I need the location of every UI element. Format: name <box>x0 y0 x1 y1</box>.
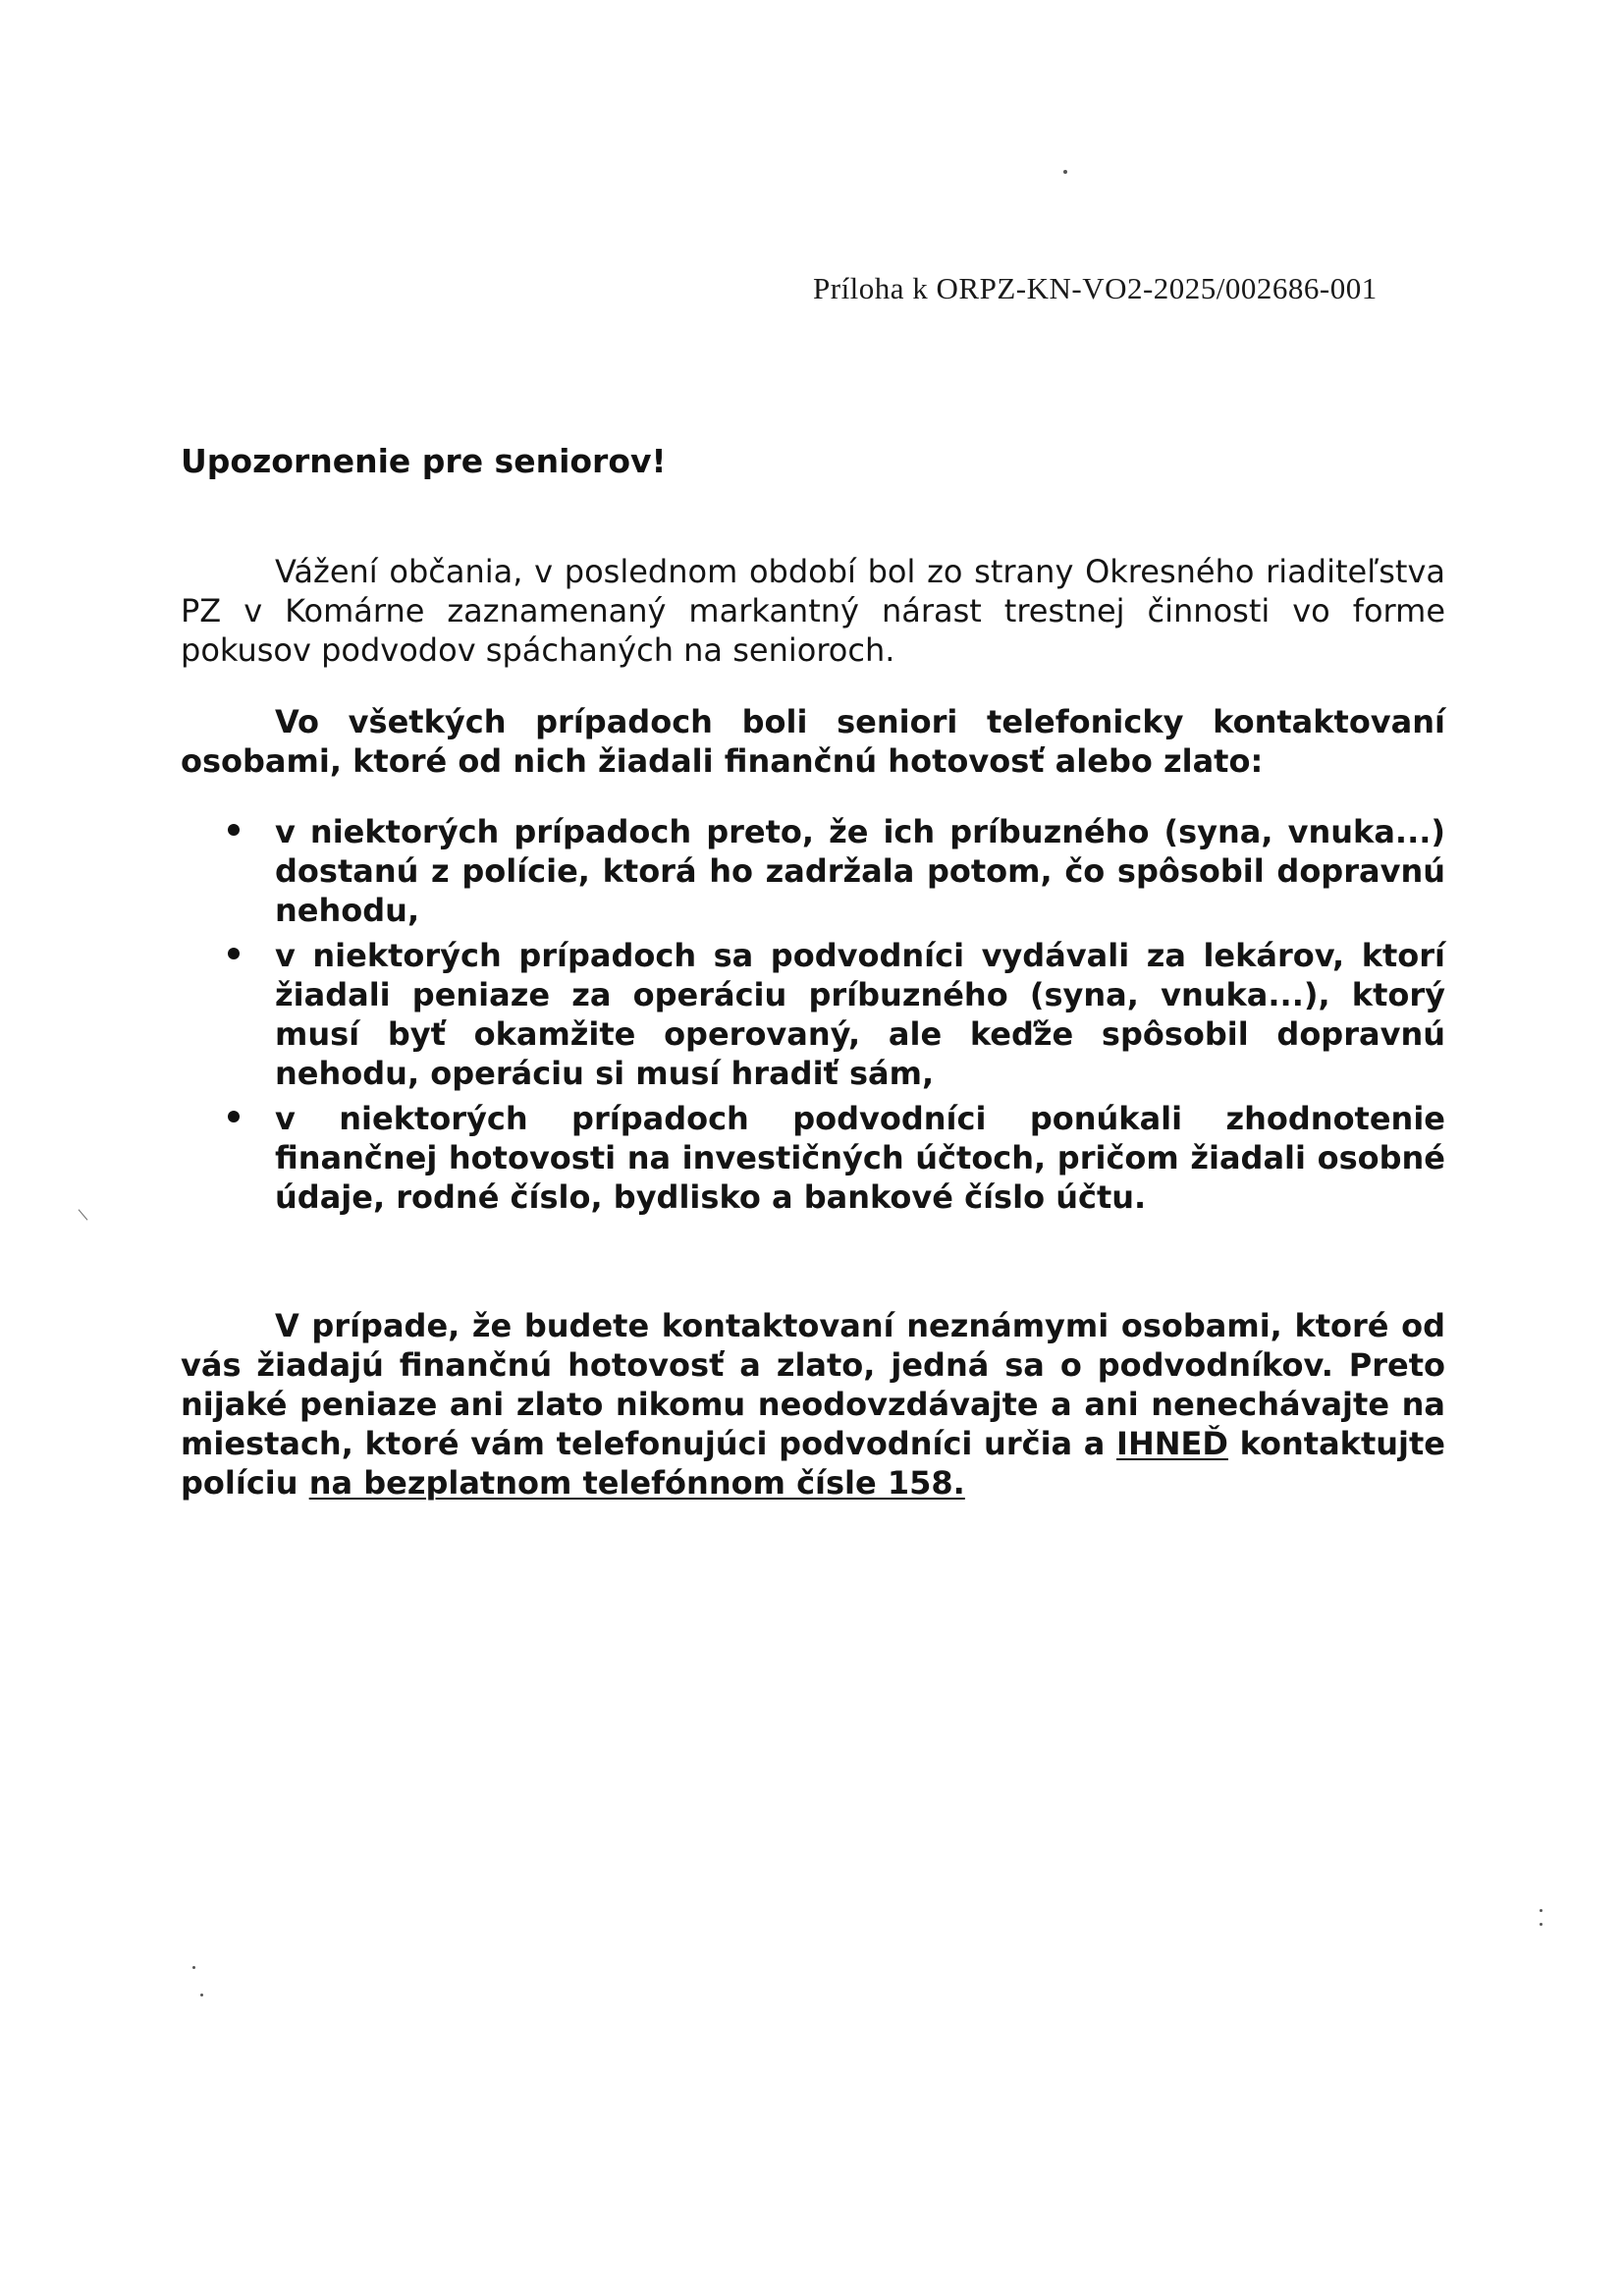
bullet-icon <box>228 1111 240 1122</box>
warning-emphasis: IHNEĎ <box>1116 1425 1228 1462</box>
page-title: Upozornenie pre seniorov! <box>181 442 667 480</box>
document-reference: Príloha k ORPZ-KN-VO2-2025/002686-001 <box>813 271 1378 305</box>
scan-speck <box>192 1966 195 1969</box>
list-item <box>181 812 1445 930</box>
intro-text: Vážení občania, v poslednom období bol zo strany Okresného riaditeľstva PZ v Komárne zaznamenaný markantný nárast trestnej činnosti vo forme pokusov podvodov spáchaných na senioroch. <box>181 553 1445 669</box>
scan-speck <box>200 1994 203 1996</box>
warning-text-part1: V prípade, že budete kontaktovaní neznámymi osobami, ktoré od vás žiadajú finančnú hotovosť a zlato, jedná sa o podvodníkov. Preto nijaké peniaze ani zlato nikomu neodovzdávajte a ani nenechávajte na miestach, ktoré vám telefonujúci podvodníci určia a <box>181 1307 1445 1462</box>
lead-paragraph <box>181 702 1445 781</box>
list-item <box>181 936 1445 1093</box>
list-item-text: v niektorých prípadoch sa podvodníci vydávali za lekárov, ktorí žiadali peniaze za operáciu príbuzného (syna, vnuka...), ktorý musí byť okamžite operovaný, ale keďže spôsobil dopravnú nehodu, operáciu si musí hradiť sám, <box>275 937 1445 1092</box>
bullet-icon <box>228 824 240 836</box>
warning-paragraph <box>181 1306 1445 1503</box>
scenario-list <box>181 812 1445 1223</box>
bullet-icon <box>228 948 240 959</box>
scan-speck <box>1540 1923 1542 1926</box>
list-item-text: v niektorých prípadoch podvodníci ponúkali zhodnotenie finančnej hotovosti na investičných účtoch, pričom žiadali osobné údaje, rodné číslo, bydlisko a bankové číslo účtu. <box>275 1100 1445 1216</box>
police-phone-notice: na bezplatnom telefónnom čísle 158. <box>308 1464 965 1502</box>
scan-mark <box>79 1209 88 1220</box>
warning-text-part2: kontaktujte políciu <box>181 1425 1445 1502</box>
scan-speck <box>1063 170 1067 174</box>
list-item-text: v niektorých prípadoch preto, že ich príbuzného (syna, vnuka...) dostanú z polície, ktorá ho zadržala potom, čo spôsobil dopravnú nehodu, <box>275 813 1445 929</box>
intro-paragraph <box>181 552 1445 670</box>
list-item <box>181 1099 1445 1217</box>
scan-speck <box>1540 1909 1542 1912</box>
lead-text: Vo všetkých prípadoch boli seniori telefonicky kontaktovaní osobami, ktoré od nich žiadali finančnú hotovosť alebo zlato: <box>181 703 1445 780</box>
